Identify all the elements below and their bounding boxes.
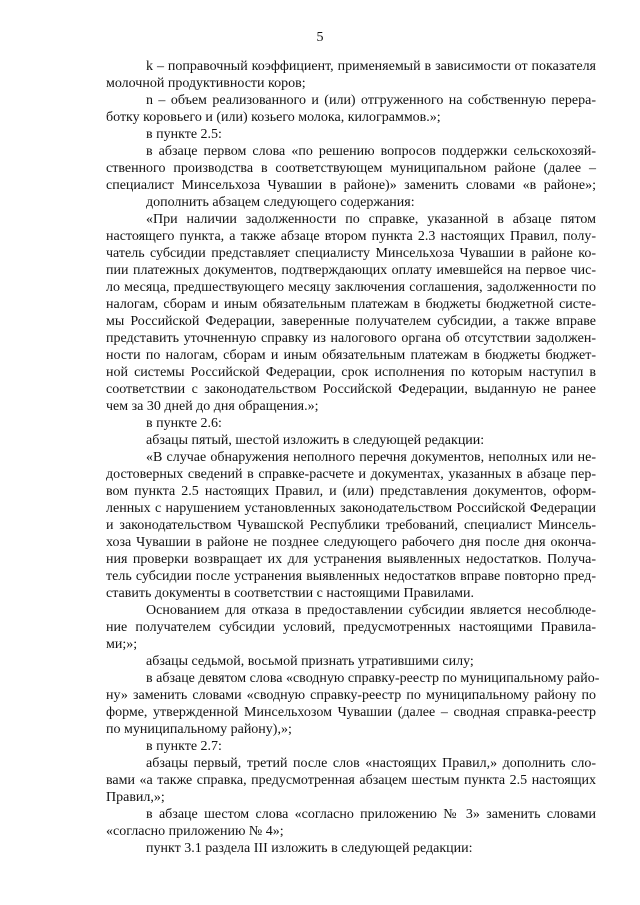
text-line: абзацы первый, третий после слов «настоящих Правил,» дополнить сло-: [146, 756, 596, 771]
text-line: и законодательством Чувашской Республики требований, специалист Минсель-: [106, 518, 596, 533]
text-line: Правил,»;: [106, 790, 165, 805]
text-line: форме, утвержденной Минсельхозом Чувашии (далее – сводная справка-реестр: [106, 705, 596, 720]
text-line: вом пункта 2.5 настоящих Правил, и (или) представления документов, оформ-: [106, 484, 596, 499]
page-number: 5: [316, 30, 324, 45]
text-line: в абзаце шестом слова «согласно приложению № 3» заменить словами: [146, 807, 596, 822]
text-line: в пункте 2.6:: [146, 416, 222, 431]
text-line: ния проверки возвращает их для устранения выявленных недостатков. Получа-: [106, 552, 596, 567]
text-line: чем за 30 дней до дня обращения.»;: [106, 399, 319, 414]
text-line: вами «а также справка, предусмотренная абзацем шестым пункта 2.5 настоящих: [106, 773, 596, 788]
text-line: тель субсидии после устранения выявленных недостатков вправе повторно пред-: [106, 569, 596, 584]
text-line: ственного производства в соответствующем муниципальном районе (далее –: [106, 161, 596, 176]
text-line: «согласно приложению № 4»;: [106, 824, 284, 839]
text-line: ло месяца, предшествующего месяцу заключения соглашения, задолженности по: [106, 280, 596, 295]
text-line: ние получателем субсидии условий, предусмотренных настоящими Правила-: [106, 620, 596, 635]
text-line: ну» заменить словами «сводную справку-реестр по муниципальному району по: [106, 688, 596, 703]
text-line: ставить документы в соответствии с настоящими Правилами.: [106, 586, 475, 601]
text-line: «В случае обнаружения неполного перечня документов, неполных или не-: [146, 450, 596, 465]
text-line: мы Российской Федерации, заверенные получателем субсидии, а также вправе: [106, 314, 596, 329]
text-line: соответствии с законодательством Российской Федерации, выданную не ранее: [106, 382, 596, 397]
text-line: настоящего пункта, а также абзаце втором пункта 2.3 настоящих Правил, полу-: [106, 229, 596, 244]
text-line: хоза Чувашии в районе не позднее следующего рабочего дня после дня оконча-: [106, 535, 596, 550]
text-line: дополнить абзацем следующего содержания:: [146, 195, 415, 210]
text-line: в абзаце первом слова «по решению вопросов поддержки сельскохозяй-: [146, 144, 596, 159]
text-line: налогам, сборам и иным обязательным платежам в бюджеты бюджетной систе-: [106, 297, 596, 312]
text-line: Основанием для отказа в предоставлении субсидии является несоблюде-: [146, 603, 596, 618]
text-line: пии платежных документов, подтверждающих оплату имевшейся на первое чис-: [106, 263, 596, 278]
text-line: в пункте 2.7:: [146, 739, 222, 754]
text-line: абзацы седьмой, восьмой признать утратившими силу;: [146, 654, 474, 669]
text-line: ленных с нарушением установленных законодательством Российской Федерации: [106, 501, 596, 516]
text-line: пункт 3.1 раздела III изложить в следующей редакции:: [146, 841, 473, 856]
text-line: ботку коровьего и (или) козьего молока, килограммов.»;: [106, 110, 441, 125]
text-line: в абзаце девятом слова «сводную справку-реестр по муниципальному райо-: [146, 671, 600, 686]
text-line: достоверных сведений в справке-расчете и документах, указанных в абзаце пер-: [106, 467, 596, 482]
text-line: k – поправочный коэффициент, применяемый в зависимости от показателя: [146, 59, 596, 74]
text-line: молочной продуктивности коров;: [106, 76, 306, 91]
document-body: [106, 58, 600, 857]
text-line: ности по налогам, сборам и иным обязательным платежам в бюджеты бюджет-: [106, 348, 596, 363]
text-line: по муниципальному району),»;: [106, 722, 292, 737]
text-line: представить уточненную справку из налогового органа об отсутствии задолжен-: [106, 331, 596, 346]
text-line: n – объем реализованного и (или) отгруженного на собственную перера-: [146, 93, 596, 108]
text-line: ми;»;: [106, 637, 138, 652]
text-line: в пункте 2.5:: [146, 127, 222, 142]
text-line: специалист Минсельхоза Чувашии в районе)» заменить словами «в районе»;: [106, 178, 596, 193]
text-line: ной системы Российской Федерации, срок исполнения по которым наступил в: [106, 365, 596, 380]
text-line: абзацы пятый, шестой изложить в следующей редакции:: [146, 433, 485, 448]
text-line: чатель субсидии представляет специалисту Минсельхоза Чувашии в районе ко-: [106, 246, 596, 261]
text-line: «При наличии задолженности по справке, указанной в абзаце пятом: [146, 212, 596, 227]
